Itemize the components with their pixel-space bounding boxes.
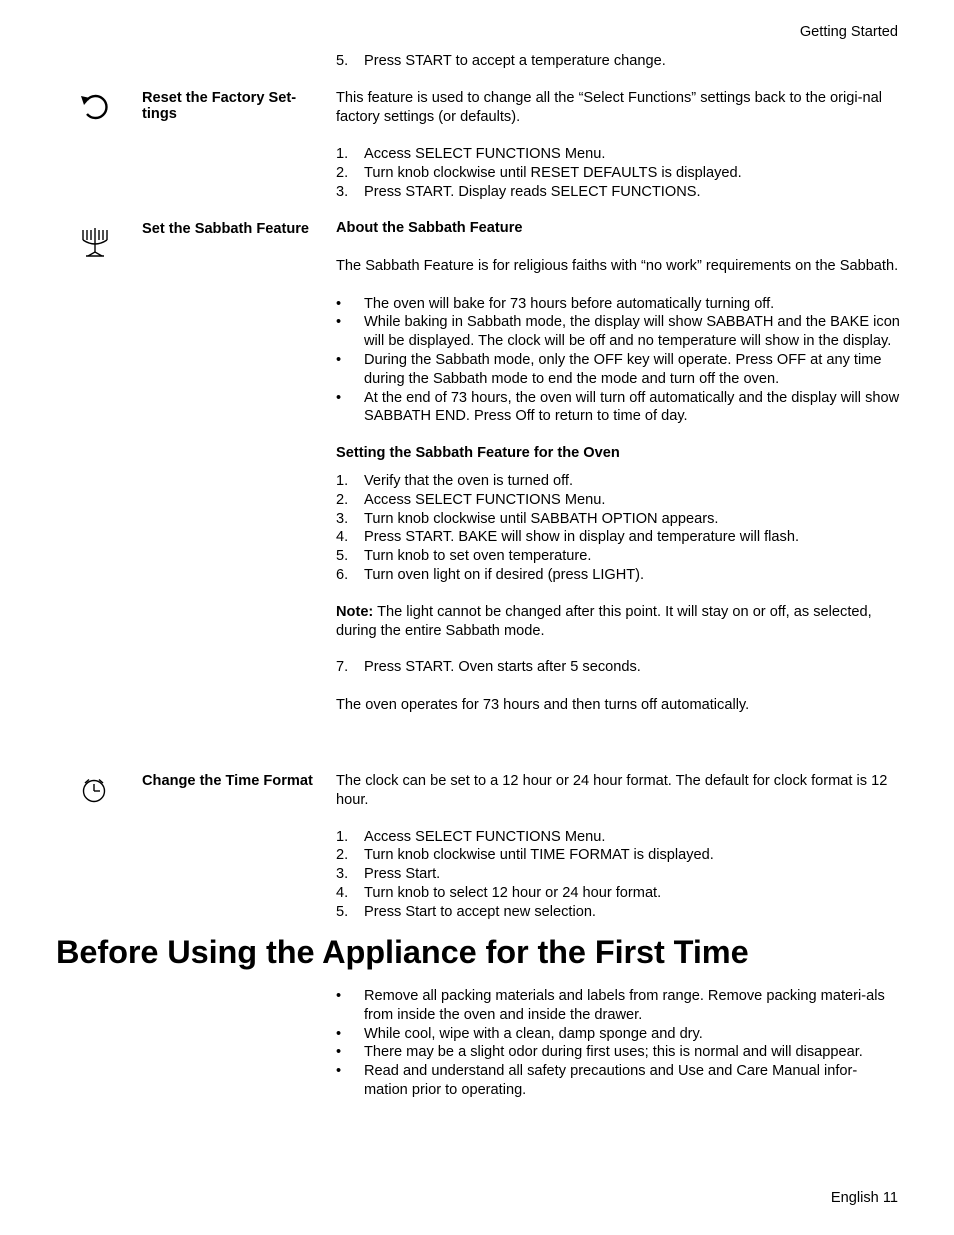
list-item — [336, 164, 900, 183]
sabbath-section-body — [336, 219, 900, 715]
step-text: Turn knob clockwise until RESET DEFAULTS is displayed. — [364, 165, 742, 182]
sabbath-section-title: Set the Sabbath Feature — [142, 221, 310, 237]
reset-arrow-icon — [78, 92, 112, 128]
step-text: Access SELECT FUNCTIONS Menu. — [364, 828, 606, 845]
step-number: 3. — [336, 866, 349, 883]
list-item — [336, 884, 900, 903]
step-number: 3. — [336, 183, 349, 200]
step-text: Access SELECT FUNCTIONS Menu. — [364, 146, 606, 163]
bullet-text: Read and understand all safety precautions and Use and Care Manual infor-mation prior to operating. — [364, 1063, 858, 1098]
list-item — [336, 510, 900, 529]
bullet: • — [336, 1063, 342, 1080]
list-item — [336, 828, 900, 847]
bullet: • — [336, 314, 342, 331]
list-item — [336, 547, 900, 566]
list-item — [336, 903, 900, 922]
first-time-body — [336, 987, 900, 1100]
note-text: The light cannot be changed after this point. It will stay on or off, as selected, during the entire Sabbath mode. — [336, 603, 872, 639]
list-item — [336, 389, 900, 427]
step-number: 5. — [336, 903, 349, 920]
list-item — [336, 313, 900, 351]
bullet-text: At the end of 73 hours, the oven will turn off automatically and the display will show SABBATH END. Press Off to return to time of day. — [364, 389, 900, 425]
list-item — [336, 658, 900, 677]
list-item — [336, 491, 900, 510]
list-item — [336, 1062, 900, 1100]
running-header: Getting Started — [799, 24, 898, 40]
reset-section-title: Reset the Factory Set- tings — [142, 90, 297, 122]
list-item — [336, 351, 900, 389]
step-number: 1. — [336, 828, 349, 845]
step-text: Turn knob to set oven temperature. — [364, 548, 592, 565]
bullet-text: While baking in Sabbath mode, the display will show SABBATH and the BAKE icon will be displayed. The clock will be off and no temperature will show in the display. — [364, 314, 900, 350]
list-item — [336, 145, 900, 164]
note — [336, 603, 900, 641]
menorah-icon — [80, 226, 110, 264]
reset-intro: This feature is used to change all the “Select Functions” settings back to the origi-nal factory settings (or defaults). — [336, 90, 882, 125]
step-number: 7. — [336, 659, 349, 676]
step-number: 1. — [336, 146, 349, 163]
list-item — [336, 183, 900, 202]
step-text: Press START to accept a temperature change. — [364, 53, 666, 69]
list-item — [336, 472, 900, 491]
list-item — [336, 987, 900, 1025]
step-number: 2. — [336, 491, 349, 508]
page-number: English 11 — [830, 1190, 898, 1206]
time-intro: The clock can be set to a 12 hour or 24 hour format. The default for clock format is 12 hour. — [336, 773, 888, 808]
step-text: Access SELECT FUNCTIONS Menu. — [364, 491, 606, 508]
first-time-heading: Before Using the Appliance for the First Time — [56, 934, 749, 970]
list-item — [336, 528, 900, 547]
step-number: 4. — [336, 529, 349, 546]
sabbath-closing: The oven operates for 73 hours and then turns off automatically. — [336, 697, 750, 714]
bullet: • — [336, 1044, 342, 1061]
time-section-body — [336, 772, 900, 922]
bullet: • — [336, 988, 342, 1004]
continued-step — [336, 52, 900, 71]
step-number: 5. — [336, 548, 349, 565]
bullet: • — [336, 1025, 342, 1042]
step-number: 1. — [336, 472, 349, 489]
bullet: • — [336, 295, 342, 312]
step-number: 5. — [336, 53, 349, 69]
time-section-title: Change the Time Format — [142, 773, 313, 789]
bullet-text: While cool, wipe with a clean, damp sponge and dry. — [364, 1025, 703, 1042]
step-text: Turn oven light on if desired (press LIGHT). — [364, 566, 645, 583]
step-number: 4. — [336, 884, 349, 901]
step-number: 2. — [336, 165, 349, 182]
list-item — [336, 295, 900, 314]
step-text: Press START. Oven starts after 5 seconds. — [364, 659, 641, 676]
step-text: Verify that the oven is turned off. — [364, 472, 574, 489]
reset-section-body — [336, 89, 900, 202]
step-number: 6. — [336, 566, 349, 583]
step-number: 3. — [336, 510, 349, 527]
setting-sabbath-heading: Setting the Sabbath Feature for the Oven — [336, 445, 620, 462]
list-item — [336, 566, 900, 585]
bullet: • — [336, 389, 342, 406]
list-item — [336, 865, 900, 884]
bullet: • — [336, 351, 342, 368]
list-item — [336, 1025, 900, 1044]
step-text: Turn knob clockwise until TIME FORMAT is displayed. — [364, 847, 714, 864]
step-number: 2. — [336, 847, 349, 864]
about-sabbath-heading: About the Sabbath Feature — [336, 220, 523, 236]
step-text: Press START. Display reads SELECT FUNCTIONS. — [364, 183, 701, 200]
sabbath-intro: The Sabbath Feature is for religious faiths with “no work” requirements on the Sabbath. — [336, 257, 899, 274]
step-text: Turn knob clockwise until SABBATH OPTION appears. — [364, 510, 719, 527]
bullet-text: During the Sabbath mode, only the OFF key will operate. Press OFF at any time during the Sabbath mode to end the mode and turn off the oven. — [364, 351, 882, 387]
list-item — [336, 1043, 900, 1062]
bullet-text: The oven will bake for 73 hours before automatically turning off. — [364, 295, 775, 312]
step-text: Turn knob to select 12 hour or 24 hour format. — [364, 884, 662, 901]
list-item — [336, 846, 900, 865]
step-text: Press Start to accept new selection. — [364, 903, 596, 920]
bullet-text: Remove all packing materials and labels from range. Remove packing materi-als from inside the oven and inside the drawer. — [364, 988, 885, 1023]
step-text: Press START. BAKE will show in display and temperature will flash. — [364, 529, 800, 546]
bullet-text: There may be a slight odor during first uses; this is normal and will disappear. — [364, 1044, 863, 1061]
note-label: Note: — [336, 603, 374, 620]
clock-icon — [81, 778, 107, 808]
step-text: Press Start. — [364, 866, 441, 883]
